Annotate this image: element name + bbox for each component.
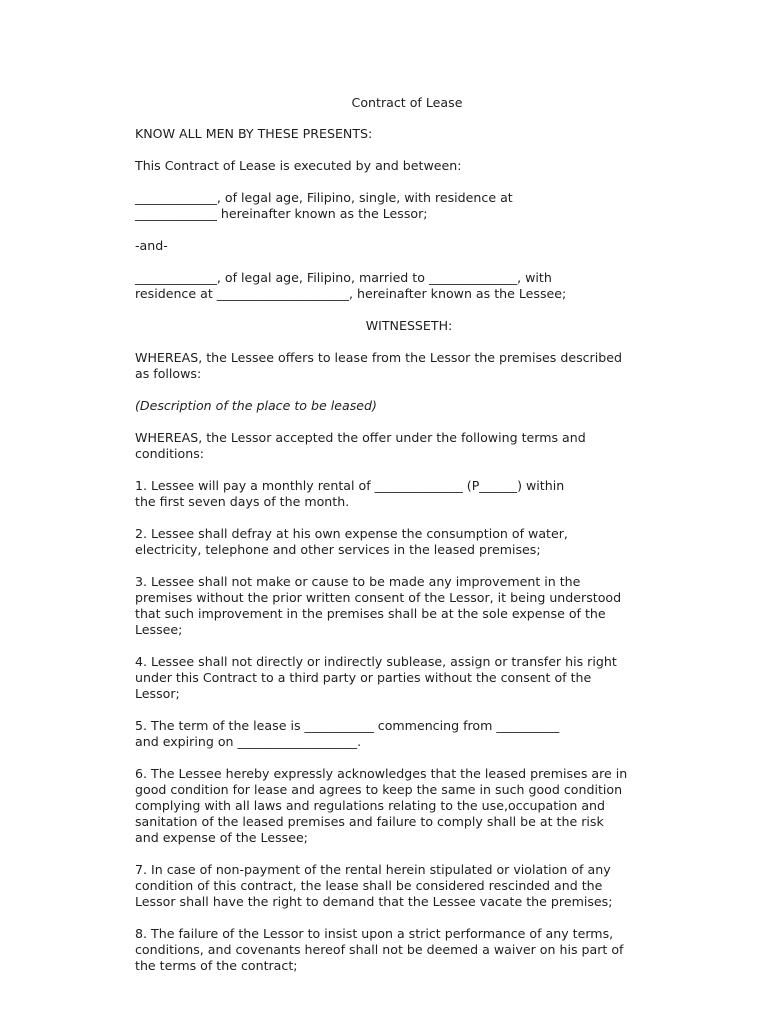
paragraph-whereas-accepted: WHEREAS, the Lessor accepted the offer under the following terms and conditions: bbox=[135, 430, 586, 461]
paragraph-lessee-party: _____________, of legal age, Filipino, married to ______________, with residence at _____________________, hereinafter known as the Lessee; bbox=[135, 270, 567, 301]
paragraph-executed-between: This Contract of Lease is executed by and between: bbox=[135, 158, 462, 173]
paragraph-term-5: 5. The term of the lease is ___________ commencing from __________ and expiring on ___________________. bbox=[135, 718, 560, 749]
paragraph-and-separator: -and- bbox=[135, 238, 168, 253]
paragraph-lessor-party: _____________, of legal age, Filipino, single, with residence at _____________ hereinafter known as the Lessor; bbox=[135, 190, 513, 221]
paragraph-term-4: 4. Lessee shall not directly or indirectly sublease, assign or transfer his right under this Contract to a third party or parties without the consent of the Lessor; bbox=[135, 654, 617, 701]
paragraph-know-all-men: KNOW ALL MEN BY THESE PRESENTS: bbox=[135, 126, 373, 141]
document-title: Contract of Lease bbox=[351, 95, 463, 110]
paragraph-witnesseth: WITNESSETH: bbox=[365, 318, 453, 333]
paragraph-premises-description: (Description of the place to be leased) bbox=[135, 398, 377, 413]
paragraph-whereas-offer: WHEREAS, the Lessee offers to lease from the Lessor the premises described as follows: bbox=[135, 350, 622, 381]
paragraph-term-8: 8. The failure of the Lessor to insist upon a strict performance of any terms, conditions, and covenants hereof shall not be deemed a waiver on his part of the terms of the contract; bbox=[135, 926, 624, 973]
paragraph-term-7: 7. In case of non-payment of the rental herein stipulated or violation of any condition of this contract, the lease shall be considered rescinded and the Lessor shall have the right to demand that the Lessee vacate the premises; bbox=[135, 862, 613, 909]
paragraph-term-2: 2. Lessee shall defray at his own expense the consumption of water, electricity, telephone and other services in the leased premises; bbox=[135, 526, 568, 557]
paragraph-term-1: 1. Lessee will pay a monthly rental of ______________ (P______) within the first seven days of the month. bbox=[135, 478, 565, 509]
paragraph-term-3: 3. Lessee shall not make or cause to be made any improvement in the premises without the prior written consent of the Lessor, it being understood that such improvement in the premises shall be at the sole expense of the Lessee; bbox=[135, 574, 622, 637]
document-page bbox=[135, 95, 675, 990]
paragraph-term-6: 6. The Lessee hereby expressly acknowledges that the leased premises are in good condition for lease and agrees to keep the same in such good condition complying with all laws and regulations relating to the use,occupation and sanitation of the leased premises and failure to comply shall be at the risk and expense of the Lessee; bbox=[135, 766, 628, 845]
